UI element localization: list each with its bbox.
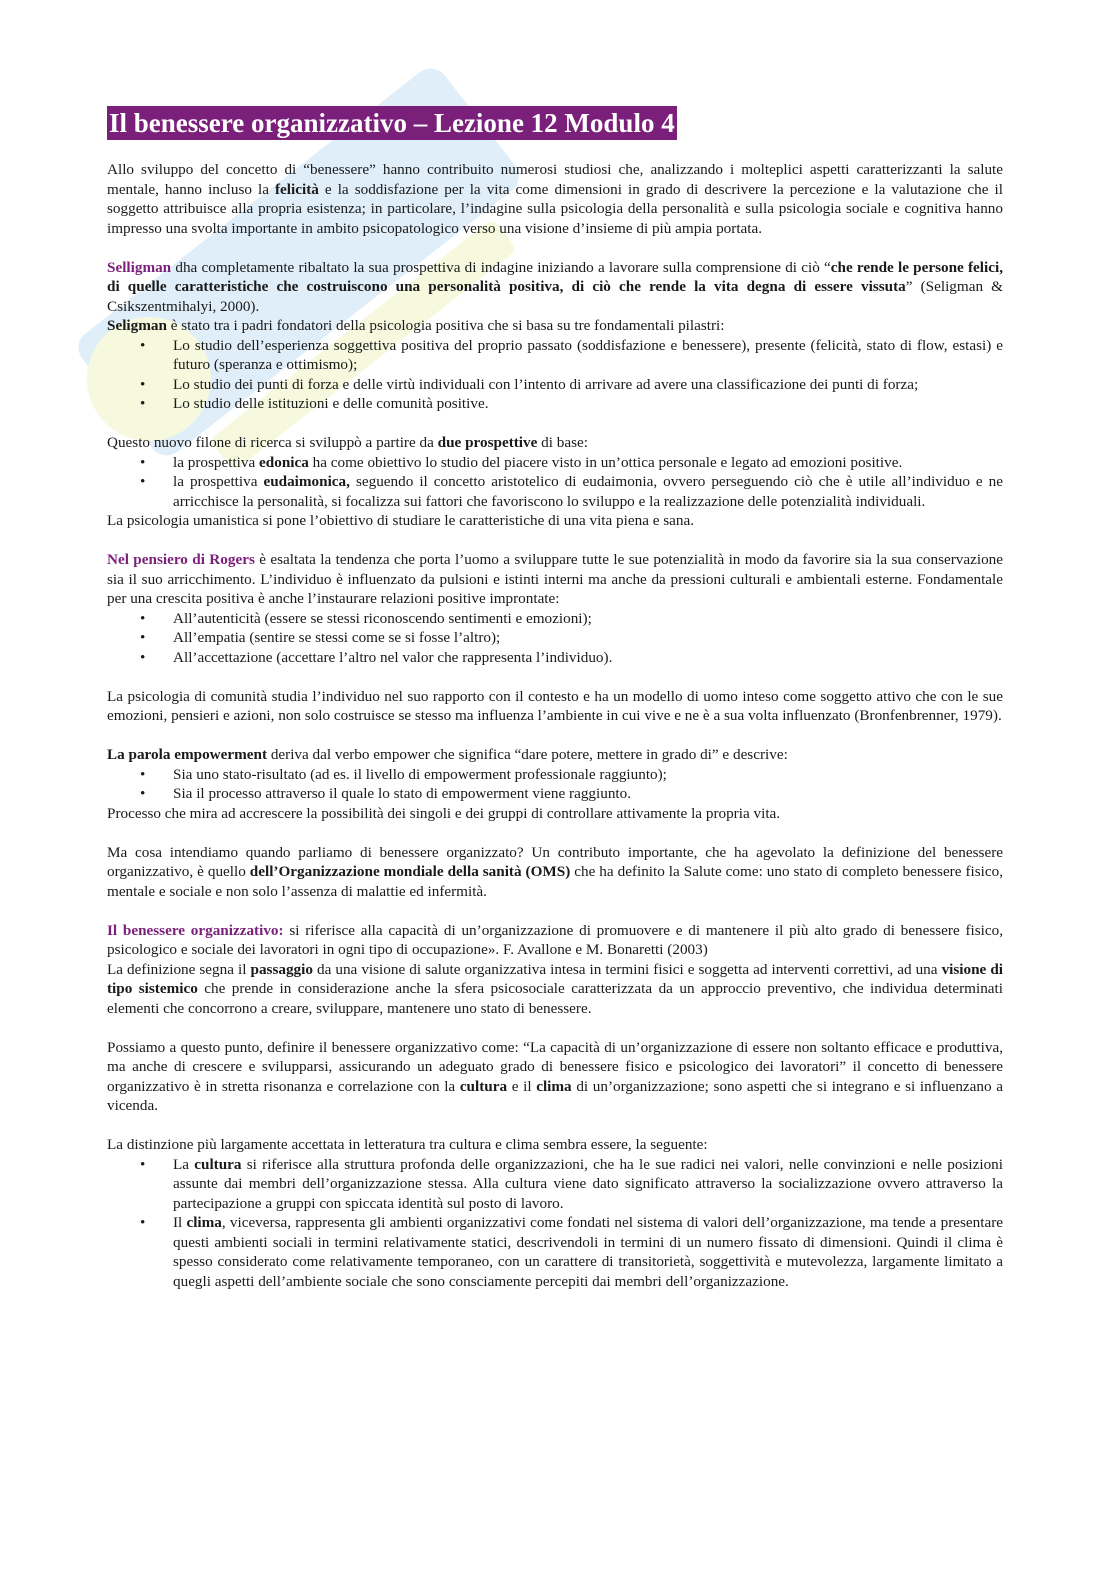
seligman-paragraph: Selligman dha completamente ribaltato la sua prospettiva di indagine iniziando a lavorare sulla comprensione di ciò “che rende le persone felici, di quelle caratteristiche che costruiscono una personalità positiva, di ciò che rende la vita degna di essere vissuta” (Seligman & Csikszentmihalyi, 2000). xyxy=(107,258,1003,315)
list-item: • Il clima, viceversa, rappresenta gli ambienti organizzativi come fondati nel sistema di valori dell’organizzazione, ma tende a presentare questi ambienti sociali in termini relativamente statici, descrivendoli in termini di un numero fissato di dimensioni. Quindi il clima è spesso considerato come relativamente temporaneo, con un carattere di transitorietà, soggettività e mutevolezza, largamente limitato a quegli aspetti dell’ambiente sociale che sono consciamente percepiti dai membri dell’organizzazione. xyxy=(107,1213,1003,1291)
seligman-pillars-intro: Seligman è stato tra i padri fondatori della psicologia positiva che si basa su tre fondamentali pilastri: xyxy=(107,317,725,334)
benessere-label: Il benessere organizzativo: xyxy=(107,921,284,939)
passaggio-paragraph: La definizione segna il passaggio da una visione di salute organizzativa intesa in termini fisici e soggetta ad interventi correttivi, ad una visione di tipo sistemico che prende in considerazione anche la sfera psicosociale caratterizzata da un approccio preventivo, che individua determinati elementi che concorrono a creare, sviluppare, mantenere uno stato di benessere. xyxy=(107,960,1003,1017)
list-item: • Lo studio delle istituzioni e delle comunità positive. xyxy=(107,394,1003,414)
intro-paragraph: Allo sviluppo del concetto di “benessere” hanno contribuito numerosi studiosi che, analizzando i molteplici aspetti caratterizzanti la salute mentale, hanno incluso la felicità e la soddisfazione per la vita come dimensioni in grado di descrivere la percezione e la valutazione che il soggetto attribuisce alla propria esistenza; in particolare, l’indagine sulla psicologia della personalità e sulla psicologia sociale e cognitiva hanno impresso una svolta importante in ambito psicopatologico verso una visione d’insieme di più ampia portata. xyxy=(107,161,1003,237)
list-item: • Sia uno stato-risultato (ad es. il livello di empowerment professionale raggiunto); xyxy=(107,765,1003,785)
empowerment-list xyxy=(107,765,1003,804)
pillars-list xyxy=(107,336,1003,414)
rogers-label: Nel pensiero di Rogers xyxy=(107,551,255,568)
oms-paragraph: Ma cosa intendiamo quando parliamo di benessere organizzato? Un contributo importante, che ha agevolato la definizione del benessere organizzativo, è quello dell’Organizzazione mondiale della sanità (OMS) che ha definito la Salute come: uno stato di completo benessere fisico, mentale e sociale e non solo l’assenza di malattie ed infermità. xyxy=(107,843,1003,900)
list-item: • All’autenticità (essere se stessi riconoscendo sentimenti e emozioni); xyxy=(107,609,1003,629)
benessere-definition: Il benessere organizzativo: si riferisce alla capacità di un’organizzazione di promuovere e di mantenere il più alto grado di benessere fisico, psicologico e sociale dei lavoratori in ogni tipo di occupazione». F. Avallone e M. Bonaretti (2003) xyxy=(107,921,1003,958)
rogers-paragraph: Nel pensiero di Rogers è esaltata la tendenza che porta l’uomo a sviluppare tutte le sue potenzialità in modo da favorire sia la sua conservazione sia il suo arricchimento. L’individuo è influenzato da pulsioni e istinti interni ma anche da pressioni culturali e ambientali esterne. Fondamentale per una crescita positiva è anche l’instaurare relazioni positive improntate: xyxy=(107,551,1003,607)
list-item: • La cultura si riferisce alla struttura profonda delle organizzazioni, che ha le sue radici nei valori, nelle convinzioni e nelle posizioni assunte dai membri dell’organizzazione stessa. Alla cultura viene dato significato attraverso la socializzazione ovvero attraverso la partecipazione a gruppi con spiccata identità sul posto di lavoro. xyxy=(107,1155,1003,1214)
document-page xyxy=(107,106,1003,1291)
list-item: • Lo studio dei punti di forza e delle virtù individuali con l’intento di arrivare ad avere una classificazione dei punti di forza; xyxy=(107,375,1003,395)
list-item: • Sia il processo attraverso il quale lo stato di empowerment viene raggiunto. xyxy=(107,784,1003,804)
cultura-clima-list xyxy=(107,1155,1003,1292)
list-item: • la prospettiva eudaimonica, seguendo il concetto aristotelico di eudaimonia, ovvero perseguendo ciò che è utile all’individuo e ne arricchisce la personalità, si focalizza sui fattori che favoriscono lo sviluppo e la realizzazione delle potenzialità individuali. xyxy=(107,472,1003,511)
page-title: Il benessere organizzativo – Lezione 12 Modulo 4 xyxy=(109,108,675,138)
list-item: • All’empatia (sentire se stessi come se si fosse l’altro); xyxy=(107,628,1003,648)
umanistica-paragraph: La psicologia umanistica si pone l’obiettivo di studiare le caratteristiche di una vita piena e sana. xyxy=(107,512,695,529)
rogers-list xyxy=(107,609,1003,668)
list-item: • All’accettazione (accettare l’altro nel valor che rappresenta l’individuo). xyxy=(107,648,1003,668)
list-item: • Lo studio dell’esperienza soggettiva positiva del proprio passato (soddisfazione e benessere), presente (felicità, stato di flow, estasi) e futuro (speranza e ottimismo); xyxy=(107,336,1003,375)
prospettive-list xyxy=(107,453,1003,512)
empowerment-process: Processo che mira ad accrescere la possibilità dei singoli e dei gruppi di controllare attivamente la propria vita. xyxy=(107,804,781,822)
list-item: • la prospettiva edonica ha come obiettivo lo studio del piacere visto in un’ottica personale e legato ad emozioni positive. xyxy=(107,453,1003,473)
empowerment-paragraph: La parola empowerment deriva dal verbo empower che significa “dare potere, mettere in grado di” e descrive: xyxy=(107,746,788,763)
prospettive-paragraph: Questo nuovo filone di ricerca si sviluppò a partire da due prospettive di base: xyxy=(107,434,588,451)
seligman-name: Selligman xyxy=(107,258,172,276)
definizione-paragraph: Possiamo a questo punto, definire il benessere organizzativo come: “La capacità di un’organizzazione di essere non soltanto efficace e produttiva, ma anche di crescere e svilupparsi, assicurando un adeguato grado di benessere fisico e psicologico dei lavoratori” il concetto di benessere organizzativo è in stretta risonanza e correlazione con la cultura e il clima di un’organizzazione; sono aspetti che si integrano e si influenzano a vicenda. xyxy=(107,1038,1003,1114)
distinzione-paragraph: La distinzione più largamente accettata in letteratura tra cultura e clima sembra essere, la seguente: xyxy=(107,1136,708,1153)
comunita-paragraph: La psicologia di comunità studia l’individuo nel suo rapporto con il contesto e ha un modello di uomo inteso come soggetto attivo che con le sue emozioni, pensieri e azioni, non solo costruisce se stesso ma influenza l’ambiente in cui vive e ne è a sua volta influenzato (Bronfenbrenner, 1979). xyxy=(107,687,1003,724)
